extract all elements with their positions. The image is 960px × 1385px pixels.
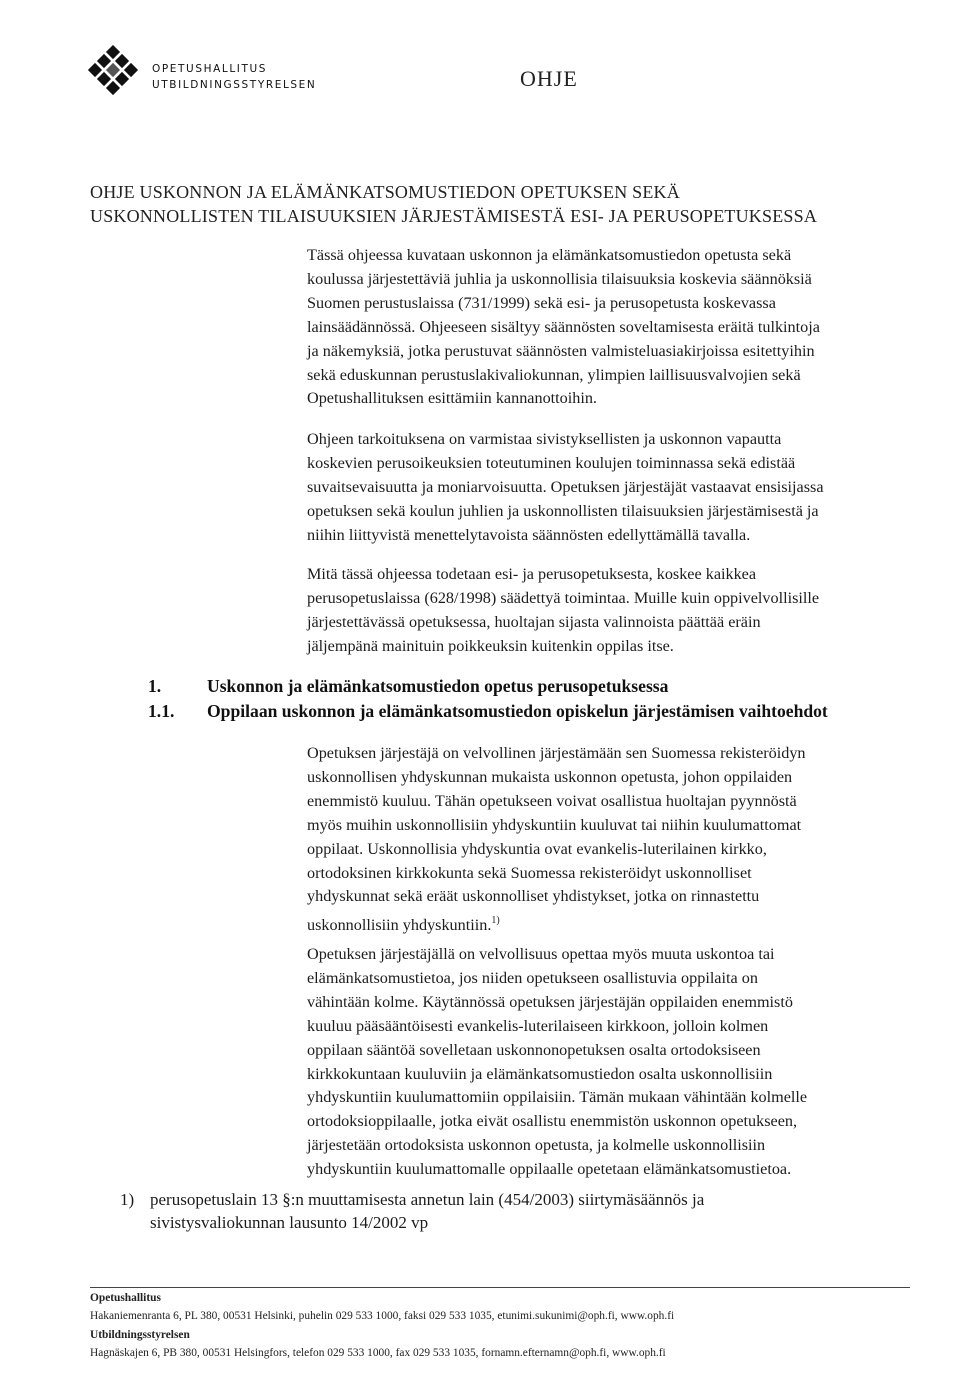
- title-line-1: OHJE USKONNON JA ELÄMÄNKATSOMUSTIEDON OPETUKSEN SEKÄ: [90, 182, 680, 202]
- text-line: elämänkatsomustietoa, jos niiden opetukseen osallistuvia oppilaita on: [307, 968, 758, 987]
- footnote-reference[interactable]: 1): [491, 915, 500, 927]
- body-paragraph-1: [307, 742, 907, 938]
- text-line: Opetushallituksen esittämiin kannanottoihin.: [307, 389, 597, 408]
- text-line: kirkkokuntaan kuuluviin ja elämänkatsomustiedon osalta uskonnollisiin: [307, 1064, 773, 1083]
- section-1-heading: [148, 675, 668, 697]
- text-line: lainsäädännössä. Ohjeeseen sisältyy säännösten soveltamisesta eräitä tulkintoja: [307, 317, 820, 336]
- intro-paragraph-3: [307, 563, 907, 659]
- text-line: Tässä ohjeessa kuvataan uskonnon ja elämänkatsomustiedon opetusta sekä: [307, 246, 792, 264]
- text-line: yhdyskuntiin kuulumattomiin oppilaisiin. Tämän mukaan vähintään kolmelle: [307, 1088, 808, 1107]
- text-line: ortodoksioppilaalle, jotka eivät osallistu enemmistön uskonnon opetukseen,: [307, 1112, 798, 1131]
- text-line: uskonnollisen yhdyskunnan mukaista uskonnon opetusta, johon oppilaiden: [307, 767, 793, 786]
- text-line: [307, 909, 907, 938]
- section-number: 1.: [148, 676, 162, 696]
- text-line: oppilaan sääntöä sovelletaan uskonnonopetuksen osalta ortodoksiseen: [307, 1040, 761, 1059]
- text-line: koskevien perusoikeuksien toteutuminen koulujen toiminnassa sekä edistää: [307, 453, 796, 472]
- body-paragraph-2: [307, 943, 907, 1182]
- text-line: myös muihin uskonnollisiin yhdyskuntiin kuuluvat tai niihin kuulumattomat: [307, 815, 802, 834]
- section-1-1-heading: [148, 700, 828, 722]
- footer-address-finnish: Hakaniemenranta 6, PL 380, 00531 Helsinki, puhelin 029 533 1000, faksi 029 533 1035, etunimi.sukunimi@oph.fi, www.oph.fi: [90, 1310, 675, 1323]
- footer-org-swedish: Utbildningsstyrelsen: [90, 1328, 190, 1341]
- text-line: enemmistö kuuluu. Tähän opetukseen voivat osallistua huoltajan pyynnöstä: [307, 791, 797, 810]
- intro-paragraph-2: [307, 428, 907, 548]
- text-line: yhdyskuntiin kuulumattomalle oppilaalle opetetaan elämänkatsomustietoa.: [307, 1160, 792, 1179]
- text-line: järjestetään ortodoksista uskonnon opetusta, ja kolmelle uskonnollisiin: [307, 1136, 766, 1155]
- org-name-finnish: OPETUSHALLITUS: [152, 63, 268, 75]
- footer-org-finnish: Opetushallitus: [90, 1292, 161, 1304]
- organization-names: [152, 61, 316, 93]
- text-line: opetuksen sekä koulun juhlien ja uskonnollisten tilaisuuksien järjestämisestä ja: [307, 501, 819, 520]
- title-line-2: USKONNOLLISTEN TILAISUUKSIEN JÄRJESTÄMISESTÄ ESI- JA PERUSOPETUKSESSA: [90, 206, 818, 226]
- intro-paragraph-1: [307, 244, 907, 411]
- footnote-number: 1): [120, 1190, 135, 1209]
- org-name-swedish: UTBILDNINGSSTYRELSEN: [152, 79, 317, 91]
- text-line: suvaitsevaisuutta ja moniarvoisuutta. Opetuksen järjestäjät vastaavat ensisijassa: [307, 477, 824, 496]
- text-line: Suomen perustuslaissa (731/1999) sekä esi- ja perusopetusta koskevassa: [307, 293, 776, 312]
- text-line: ja näkemyksiä, jotka perustuvat säännösten valmisteluasiakirjoissa esitettyihin: [307, 341, 815, 360]
- section-title: Oppilaan uskonnon ja elämänkatsomustiedon opiskelun järjestämisen vaihtoehdot: [207, 701, 828, 721]
- text-line: ortodoksinen kirkkokunta sekä Suomessa rekisteröidyt uskonnolliset: [307, 863, 752, 882]
- text-line: kuuluu pääsääntöisesti evankelis-luterilaiseen kirkkoon, jolloin kolmen: [307, 1016, 769, 1035]
- text-line: perusopetuslaissa (628/1998) säädettyä toimintaa. Muille kuin oppivelvollisille: [307, 588, 820, 607]
- text-line-content: uskonnollisiin yhdyskuntiin.: [307, 916, 492, 935]
- text-line: Mitä tässä ohjeessa todetaan esi- ja perusopetuksesta, koskee kaikkea: [307, 565, 757, 583]
- text-line: koulussa järjestettäviä juhlia ja uskonnollisia tilaisuuksia koskevia säännöksiä: [307, 269, 812, 288]
- footer-address-swedish: Hagnäskajen 6, PB 380, 00531 Helsingfors, telefon 029 533 1000, fax 029 533 1035, fornamn.efternamn@oph.fi, www.oph.fi: [90, 1346, 666, 1359]
- text-line: Opetuksen järjestäjällä on velvollisuus opettaa myös muuta uskontoa tai: [307, 945, 775, 963]
- footer-contact: [90, 1289, 674, 1362]
- text-line: vähintään kolme. Käytännössä opetuksen järjestäjän oppilaiden enemmistö: [307, 992, 793, 1011]
- text-line: Opetuksen järjestäjä on velvollinen järjestämään sen Suomessa rekisteröidyn: [307, 744, 806, 762]
- text-line: oppilaat. Uskonnollisia yhdyskuntia ovat evankelis-luterilainen kirkko,: [307, 839, 767, 858]
- section-title: Uskonnon ja elämänkatsomustiedon opetus perusopetuksessa: [207, 676, 669, 696]
- text-line: yhdyskunnat sekä eräät uskonnolliset yhdistykset, jotka on rinnastettu: [307, 887, 760, 906]
- footer-divider: [90, 1287, 910, 1288]
- text-line: niihin liittyvistä menettelytavoista säännösten edellyttämällä tavalla.: [307, 525, 751, 544]
- text-line: Ohjeen tarkoituksena on varmistaa sivistyksellisten ja uskonnon vapautta: [307, 430, 782, 448]
- footnote-line: sivistysvaliokunnan lausunto 14/2002 vp: [150, 1213, 429, 1232]
- diamond-cluster-logo-icon: [82, 45, 142, 99]
- document-title: [90, 180, 817, 228]
- footnote-line: perusopetuslain 13 §:n muuttamisesta annetun lain (454/2003) siirtymäsäännös ja: [150, 1190, 705, 1209]
- footnote: [120, 1188, 704, 1234]
- text-line: järjestettävässä opetuksessa, huoltajan sijasta valinnoista päättää eräin: [307, 612, 761, 631]
- text-line: jäljempänä mainituin poikkeuksin kuitenkin oppilas itse.: [307, 636, 674, 655]
- document-type: OHJE: [520, 66, 578, 91]
- section-number: 1.1.: [148, 701, 175, 721]
- text-line: sekä eduskunnan perustuslakivaliokunnan, ylimpien laillisuusvalvojien sekä: [307, 365, 801, 384]
